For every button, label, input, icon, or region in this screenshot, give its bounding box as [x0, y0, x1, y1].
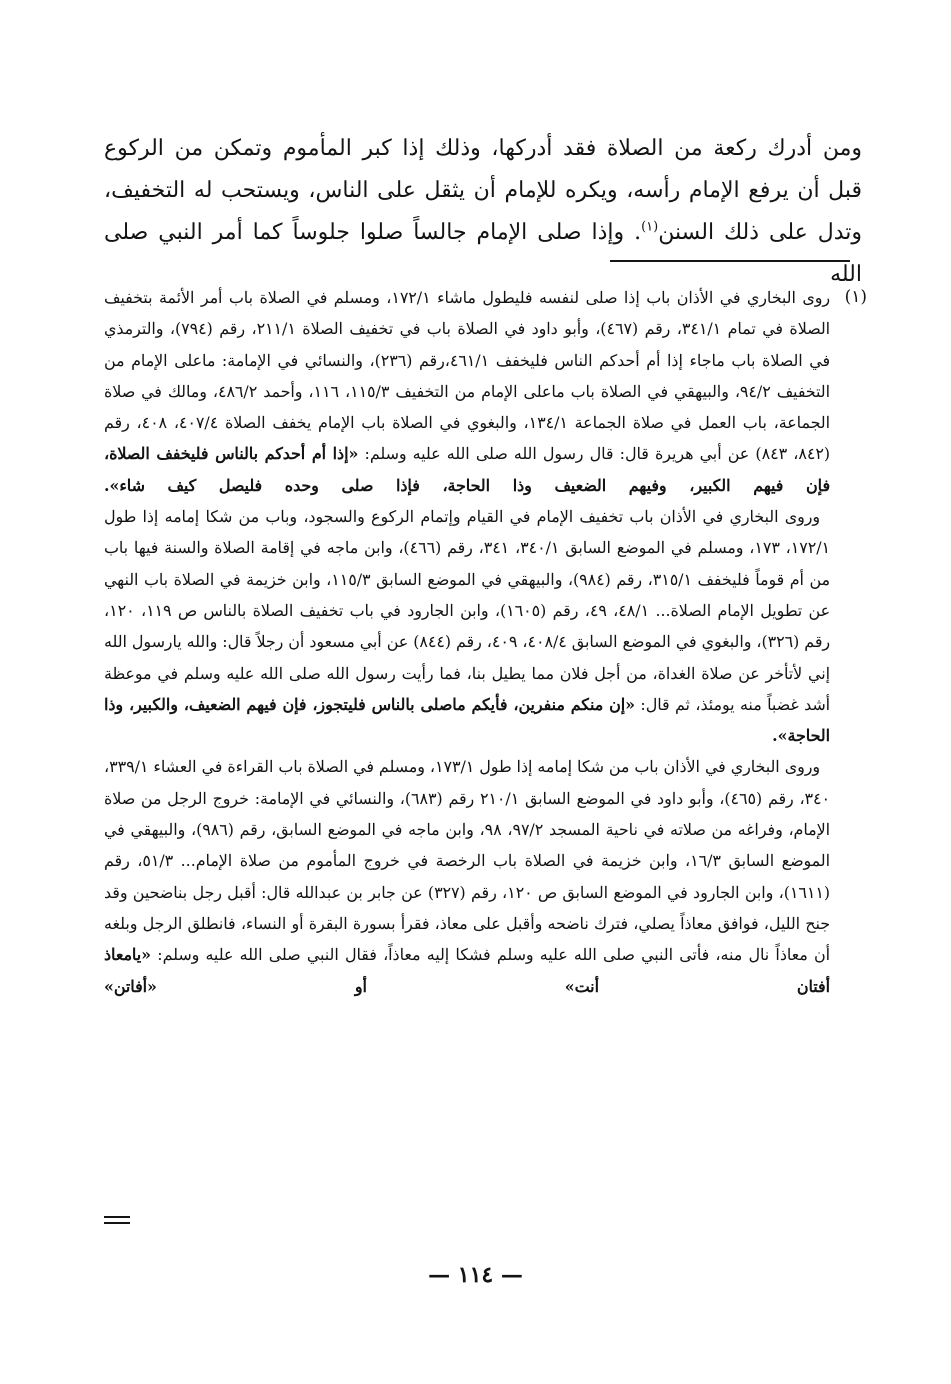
continuation-mark — [104, 1216, 130, 1228]
continuation-mark-line — [104, 1222, 130, 1224]
footnote-marker: (١) — [844, 287, 867, 307]
main-text — [104, 128, 862, 296]
footnote-paragraph — [104, 501, 830, 751]
footnote-text: وروى البخاري في الأذان باب من شكا إمامه إذا طول ١٧٣/١، ومسلم في الصلاة باب القراءة في العشاء ٣٣٩/١، ٣٤٠، رقم (٤٦٥)، وأبو داود في الموضع السابق ٢١٠/١ رقم (٦٨٣)، والنسائي في الإمامة: خروج الرجل من صلاة الإمام، وفراغه من صلاته في ناحية المسجد ٩٧/٢، ٩٨، وابن ماجه في الموضع السابق، رقم (٩٨٦)، والبيهقي في الموضع السابق ١٦/٣، وابن خزيمة في الصلاة باب الرخصة في خروج المأموم من صلاة الإمام... ٥١/٣، رقم (١٦١١)، وابن الجارود في الموضع السابق ص ١٢٠، رقم (٣٢٧) عن جابر بن عبدالله قال: أقبل رجل بناضحين وقد جنح الليل، فوافق معاذاً يصلي، فترك ناضحه وأقبل على معاذ، فقرأ بسورة البقرة أو النساء، فانطلق الرجل وبلغه أن معاذاً نال منه، فأتى النبي صلى الله عليه وسلم فشكا إليه معاذاً، فقال النبي صلى الله عليه وسلم: — [104, 757, 831, 965]
footnotes — [104, 282, 830, 1002]
footnote-text: روى البخاري في الأذان باب إذا صلى لنفسه فليطول ماشاء ١٧٢/١، ومسلم في الصلاة باب أمر الأئمة بتخفيف الصلاة في تمام ٣٤١/١، رقم (٤٦٧)، وأبو داود في الصلاة باب في تخفيف الصلاة ٢١١/١، رقم (٧٩٤)، والترمذي في الصلاة باب ماجاء إذا أم أحدكم الناس فليخفف ٤٦١/١،رقم (٢٣٦)، والنسائي في الإمامة: ماعلى الإمام من التخفيف ٩٤/٢، والبيهقي في الصلاة باب ماعلى الإمام من التخفيف ١١٥/٣، ١١٦، وأحمد ٤٨٦/٢، ومالك في صلاة الجماعة، باب العمل في صلاة الجماعة ١٣٤/١، والبغوي في الصلاة باب الإمام يخفف الصلاة ٤٠٧/٤، ٤٠٨، رقم (٨٤٢، ٨٤٣) عن أبي هريرة قال: قال رسول الله صلى الله عليه وسلم: — [104, 288, 831, 464]
main-text-line: ومن أدرك ركعة من الصلاة فقد أدركها، وذلك إذا كبر المأموم وتمكن من الركوع — [104, 136, 862, 161]
footnote-paragraph — [104, 751, 830, 1001]
footnote-text: وروى البخاري في الأذان باب تخفيف الإمام في القيام وإتمام الركوع والسجود، وباب من شكا إمامه إذا طول ١٧٢/١، ١٧٣، ومسلم في الموضع السابق ٣٤٠/١، ٣٤١، رقم (٤٦٦)، وابن ماجه في إقامة الصلاة والسنة فيها باب من أم قوماً فليخفف ٣١٥/١، رقم (٩٨٤)، والبيهقي في الموضع السابق ١١٥/٣، وابن خزيمة في الصلاة باب النهي عن تطويل الإمام الصلاة... ٤٨/١، ٤٩، رقم (١٦٠٥)، وابن الجارود في باب تخفيف الصلاة بالناس ص ١١٩، ١٢٠، رقم (٣٢٦)، والبغوي في الموضع السابق ٤٠٨/٤، ٤٠٩، رقم (٨٤٤) عن أبي مسعود أن رجلاً قال: والله يارسول الله إني لأتأخر عن صلاة الغداة، من أجل فلان مما يطيل بنا، فما رأيت رسول الله صلى الله عليه وسلم في موعظة أشد غضباً منه يومئذ، ثم قال: — [104, 507, 831, 714]
main-text-segment: . وإذا صلى الإمام جالساً صلوا جلوساً كما أمر النبي صلى الله — [104, 220, 862, 287]
main-text-segment: وتدل على ذلك السنن — [658, 220, 862, 245]
footnote-separator — [610, 260, 850, 262]
hadith-quote: «إذا أم أحدكم بالناس فليخفف الصلاة، فإن فيهم الكبير، وفيهم الضعيف وذا الحاجة، فإذا صلى وحده فليصل كيف شاء». — [104, 444, 830, 495]
page-number: — ١١٤ — — [428, 1262, 523, 1288]
continuation-mark-line — [104, 1216, 130, 1218]
hadith-quote: «إن منكم منفرين، فأيكم ماصلى بالناس فليتجوز، فإن فيهم الضعيف، والكبير، وذا الحاجة». — [104, 694, 830, 746]
footnote-paragraph — [104, 282, 830, 501]
footnote-reference[interactable]: (١) — [641, 219, 659, 235]
main-text-line: قبل أن يرفع الإمام رأسه، ويكره للإمام أن يثقل على الناس، ويستحب له التخفيف، — [104, 178, 862, 203]
hadith-quote: «يامعاذ أفتان أنت» أو «أفاتن» — [104, 945, 830, 996]
